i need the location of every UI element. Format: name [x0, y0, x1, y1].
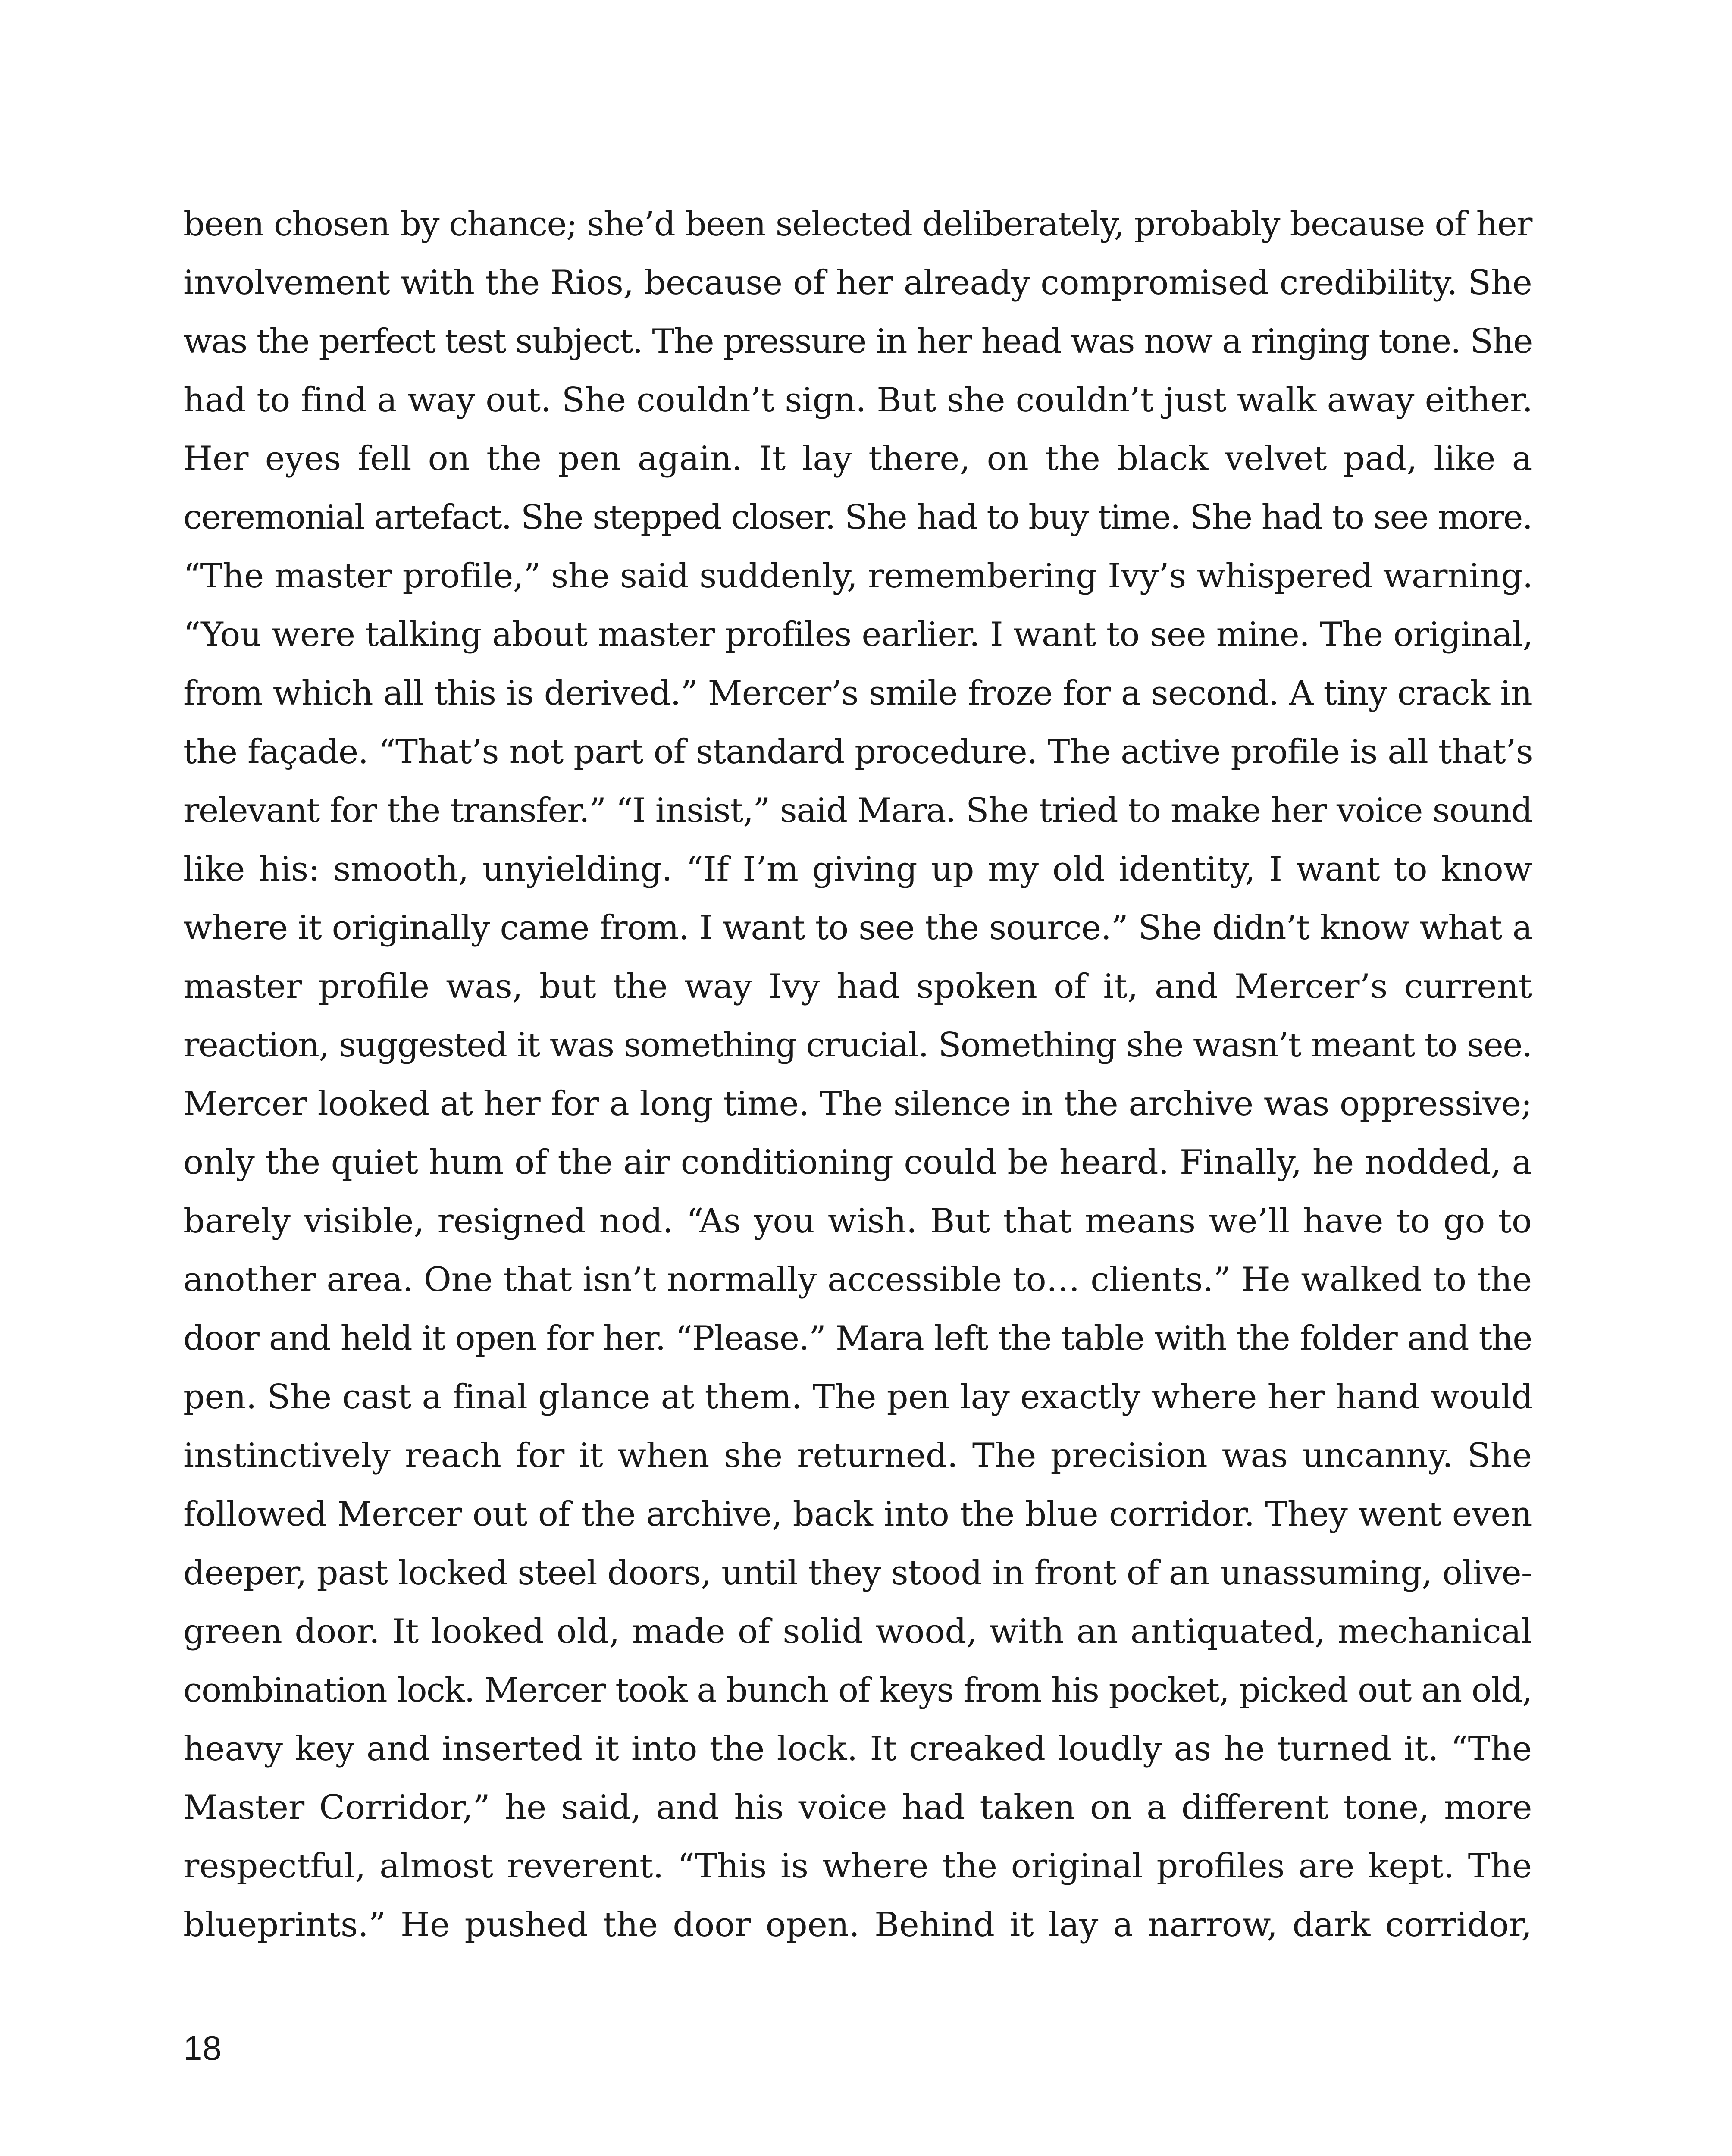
text-line: from which all this is derived.” Mercer’s smile froze for a second. A tiny crack in: [183, 674, 1532, 713]
text-line: combination lock. Mercer took a bunch of keys from his pocket, picked out an old,: [183, 1671, 1532, 1710]
text-line: involvement with the Rios, because of her already compromised credibility. She: [183, 263, 1532, 302]
text-line: reaction, suggested it was something crucial. Something she wasn’t meant to see.: [183, 1026, 1532, 1065]
page-number: 18: [183, 2029, 222, 2067]
text-line: door and held it open for her. “Please.” Mara left the table with the folder and the: [183, 1319, 1532, 1358]
text-line: barely visible, resigned nod. “As you wish. But that means we’ll have to go to: [183, 1202, 1532, 1241]
text-line: heavy key and inserted it into the lock. It creaked loudly as he turned it. “The: [183, 1730, 1532, 1768]
text-line: another area. One that isn’t normally accessible to… clients.” He walked to the: [183, 1260, 1532, 1299]
text-line: blueprints.” He pushed the door open. Behind it lay a narrow, dark corridor,: [183, 1905, 1532, 1944]
text-line: relevant for the transfer.” “I insist,” said Mara. She tried to make her voice sound: [183, 791, 1532, 830]
text-line: followed Mercer out of the archive, back into the blue corridor. They went even: [183, 1495, 1532, 1534]
body-text: [183, 195, 1532, 1954]
text-line: deeper, past locked steel doors, until they stood in front of an unassuming, olive-: [183, 1554, 1532, 1592]
text-line: Master Corridor,” he said, and his voice had taken on a different tone, more: [183, 1788, 1532, 1827]
text-line: master profile was, but the way Ivy had spoken of it, and Mercer’s current: [183, 967, 1532, 1006]
text-line: like his: smooth, unyielding. “If I’m giving up my old identity, I want to know: [183, 850, 1532, 889]
text-line: only the quiet hum of the air conditioning could be heard. Finally, he nodded, a: [183, 1143, 1532, 1182]
text-line: had to find a way out. She couldn’t sign. But she couldn’t just walk away either.: [183, 381, 1533, 420]
text-line: green door. It looked old, made of solid wood, with an antiquated, mechanical: [183, 1612, 1532, 1651]
text-line: “The master profile,” she said suddenly, remembering Ivy’s whispered warning.: [183, 557, 1533, 595]
text-line: was the perfect test subject. The pressure in her head was now a ringing tone. She: [183, 322, 1532, 361]
text-line: been chosen by chance; she’d been selected deliberately, probably because of her: [183, 205, 1532, 244]
text-line: “You were talking about master profiles earlier. I want to see mine. The original,: [183, 615, 1533, 654]
text-line: Mercer looked at her for a long time. The silence in the archive was oppressive;: [183, 1084, 1532, 1123]
text-line: Her eyes fell on the pen again. It lay there, on the black velvet pad, like a: [183, 439, 1532, 478]
text-line: the façade. “That’s not part of standard procedure. The active profile is all that’s: [183, 733, 1533, 771]
text-line: respectful, almost reverent. “This is where the original profiles are kept. The: [183, 1847, 1532, 1886]
text-line: where it originally came from. I want to see the source.” She didn’t know what a: [183, 909, 1532, 947]
text-line: ceremonial artefact. She stepped closer. She had to buy time. She had to see more.: [183, 498, 1532, 537]
text-line: pen. She cast a final glance at them. The pen lay exactly where her hand would: [183, 1378, 1533, 1416]
text-line: instinctively reach for it when she returned. The precision was uncanny. She: [183, 1436, 1532, 1475]
